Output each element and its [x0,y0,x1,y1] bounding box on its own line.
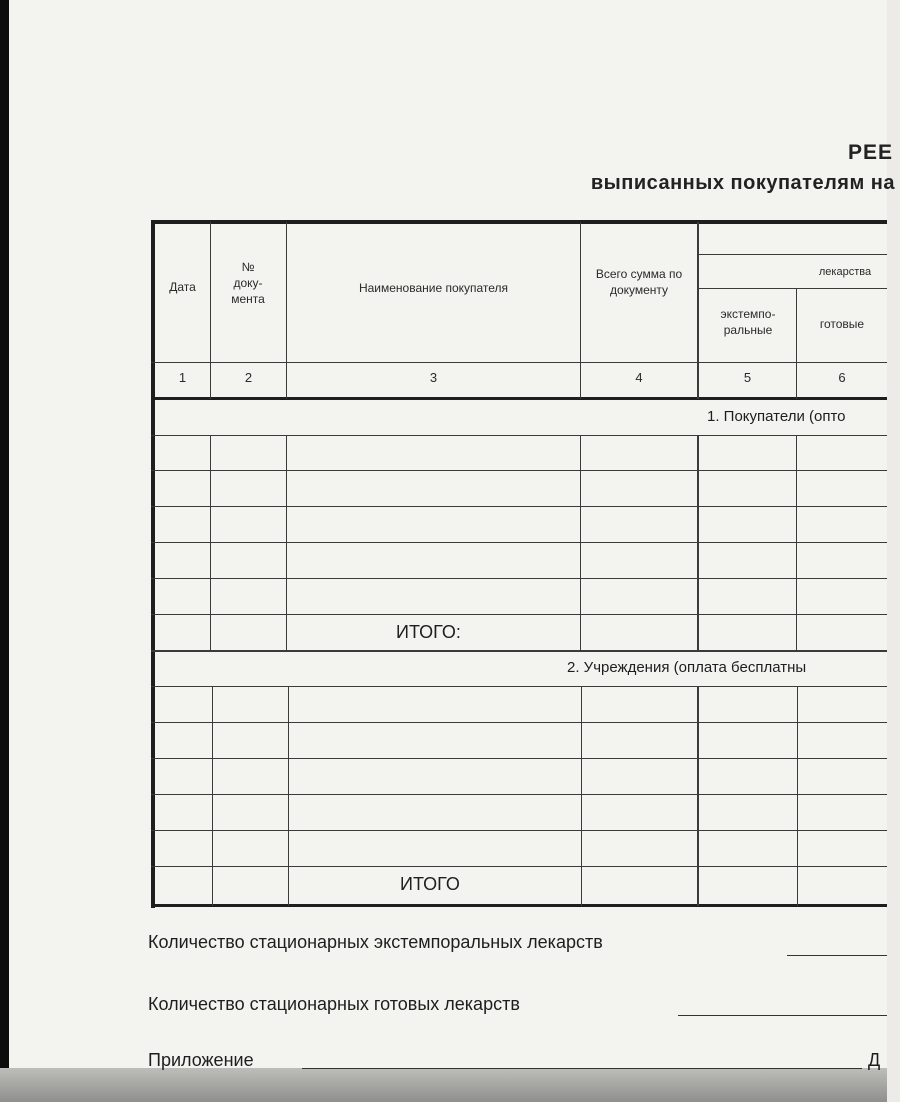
footer-ready-count-blank [678,1015,887,1016]
column-number: 6 [838,370,846,385]
footer-ready-count-label: Количество стационарных готовых лекарств [148,994,520,1014]
header-extemporal: экстемпо- ральные [720,307,776,337]
section-1-title: 1. Покупатели (опто [707,408,846,425]
footer-attachment-blank [302,1068,862,1069]
footer-attachment-label: Приложение [148,1050,254,1070]
column-number: 4 [635,370,643,385]
document-page [9,0,887,1072]
scan-bottom-edge [0,1068,887,1102]
scan-left-edge [0,0,9,1102]
header-buyer-name: Наименование покупателя [358,281,509,295]
header-ready: готовые [819,317,865,331]
column-number: 5 [743,370,752,385]
header-medicines: лекарства [818,266,872,278]
header-total-sum: Всего сумма по документу [595,267,683,297]
document-subtitle: выписанных покупателям на [590,172,895,194]
footer-extemporal-count-blank [787,955,887,956]
section-1-total-label: ИТОГО: [396,622,461,642]
footer-extemporal-count-label: Количество стационарных экстемпоральных лекарств [148,932,603,952]
document-title: РЕЕ [847,141,893,164]
column-number: 2 [244,370,253,385]
column-number: 1 [178,370,187,385]
section-2-title: 2. Учреждения (оплата бесплатны [567,659,807,676]
footer-attachment-tail: Д [868,1050,881,1070]
section-2-total-label: ИТОГО [400,874,460,894]
header-doc-number: № доку- мента [231,260,265,306]
column-number: 3 [429,370,438,385]
header-date: Дата [169,280,196,294]
